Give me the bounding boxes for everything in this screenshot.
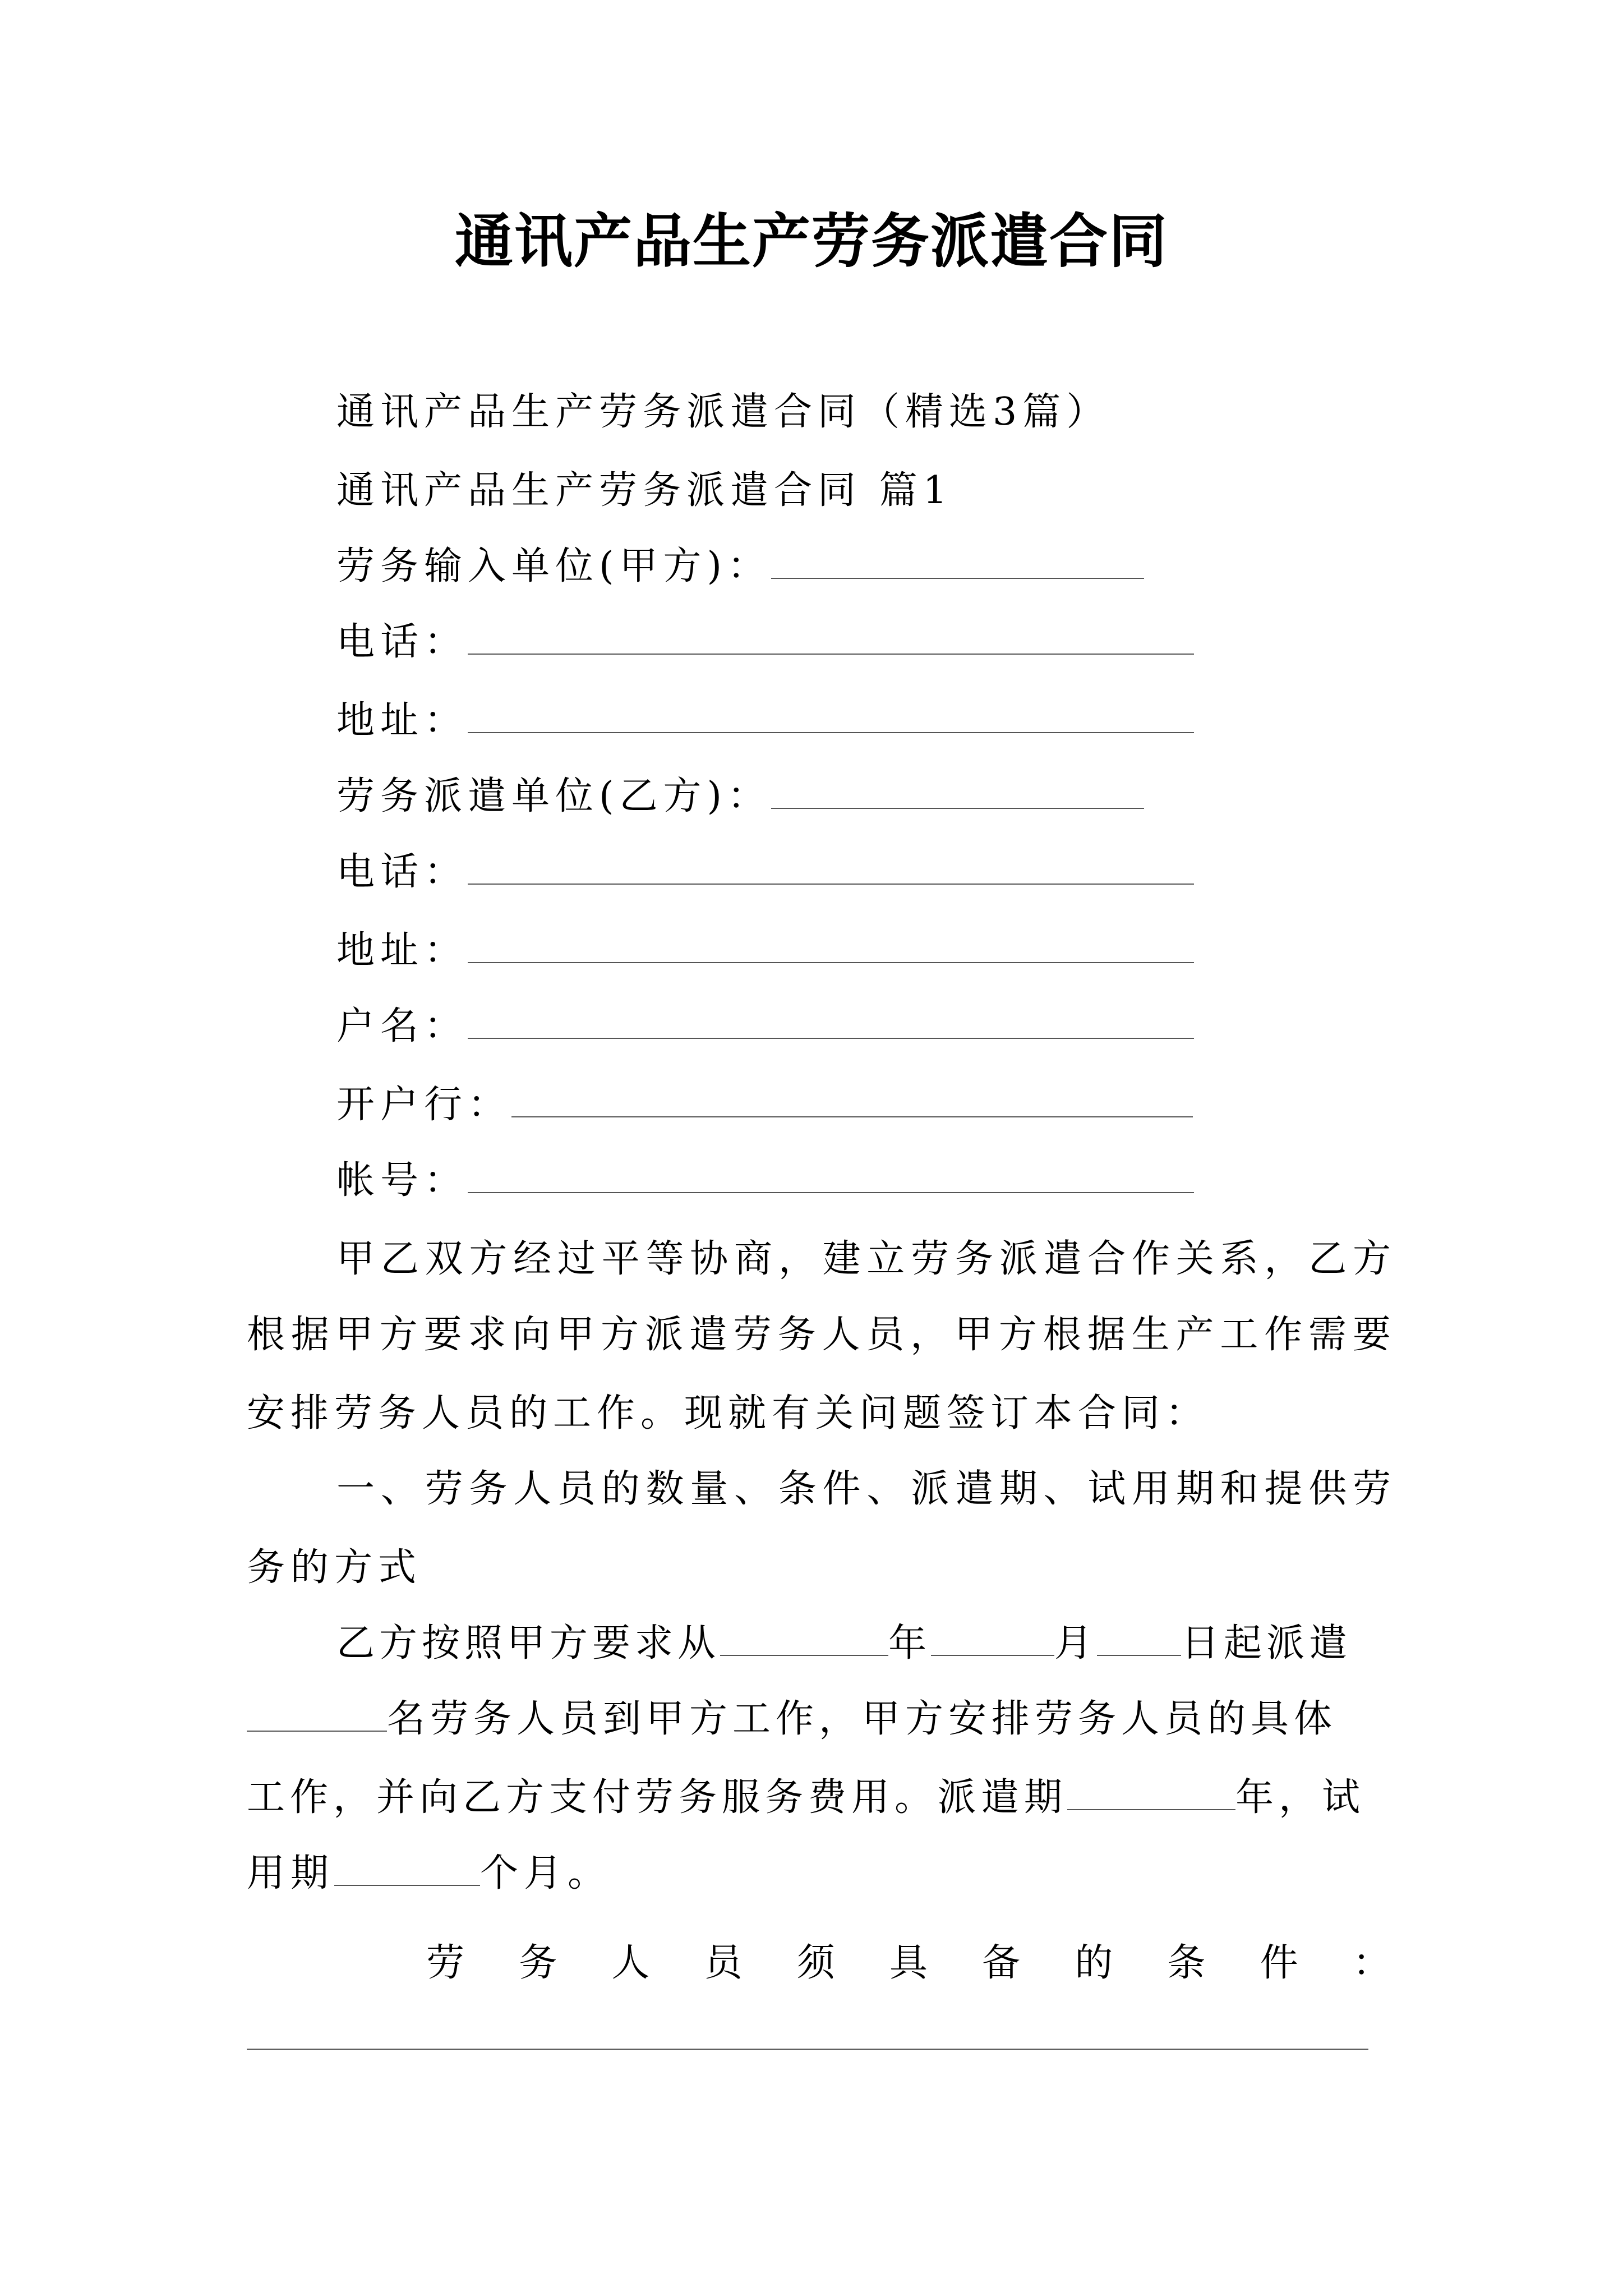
intro-line-1: 甲 乙 双 方 经 过 平 等 协 商 ， 建 立 劳 务 派 遣 合 作 关 系 ， 乙 方 xyxy=(336,1237,1391,1281)
party-a-address-blank xyxy=(468,703,1194,733)
conditions-char: 员 xyxy=(704,1941,743,1985)
intro-line-2: 根 据 甲 方 要 求 向 甲 方 派 遣 劳 务 人 员 ， 甲 方 根 据 生 产 工 作 需 要 xyxy=(247,1313,1391,1357)
start-month-blank xyxy=(931,1626,1054,1656)
party-a-phone-row xyxy=(336,617,1194,668)
conditions-char: 的 xyxy=(1075,1941,1113,1985)
account-name-blank xyxy=(468,1009,1194,1039)
conditions-char: 须 xyxy=(796,1941,835,1985)
paragraph1-line-2 xyxy=(247,1694,1337,1745)
account-name-label: 户名： xyxy=(336,1004,468,1048)
document-subtitle: 通讯产品生产劳务派遣合同（精选3篇） xyxy=(336,390,1110,434)
clause1-heading-line-1: 一 、 劳 务 人 员 的 数 量 、 条 件 、 派 遣 期 、 试 用 期 和 提 供 劳 xyxy=(336,1467,1391,1511)
account-name-row xyxy=(336,1001,1194,1052)
party-b-phone-row xyxy=(336,847,1194,898)
party-b-phone-label: 电话： xyxy=(336,850,468,894)
p1-text-e: 年，试 xyxy=(1235,1775,1366,1820)
account-no-blank xyxy=(468,1163,1194,1193)
p1-year-label: 年 xyxy=(888,1621,932,1665)
paragraph1-line-3 xyxy=(247,1773,1365,1823)
conditions-char: 具 xyxy=(889,1941,928,1985)
conditions-char: 备 xyxy=(982,1941,1021,1985)
paragraph1-line-4 xyxy=(247,1848,611,1899)
p1-text-d: 工作，并向乙方支付劳务服务费用。派遣期 xyxy=(247,1775,1068,1820)
party-a-phone-blank xyxy=(468,624,1194,655)
party-a-blank xyxy=(771,549,1144,579)
bank-label: 开户行： xyxy=(336,1083,512,1127)
conditions-char: 劳 xyxy=(426,1941,465,1985)
start-year-blank xyxy=(720,1626,888,1656)
party-a-address-row xyxy=(336,696,1194,746)
conditions-blank-line xyxy=(247,2049,1368,2050)
party-b-address-row xyxy=(336,926,1194,976)
party-a-label: 劳务输入单位(甲方)： xyxy=(336,544,772,588)
p1-text-f: 用期 xyxy=(247,1851,335,1895)
p1-text-c: 日起派遣 xyxy=(1181,1621,1352,1665)
start-day-blank xyxy=(1097,1626,1181,1656)
conditions-char: 务 xyxy=(519,1941,557,1985)
account-no-label: 帐号： xyxy=(336,1158,468,1203)
clause1-heading-line-2: 务的方式 xyxy=(247,1545,422,1590)
party-a-address-label: 地址： xyxy=(336,698,468,743)
party-b-phone-blank xyxy=(468,854,1194,885)
bank-row xyxy=(336,1080,1193,1130)
paragraph1-line-1 xyxy=(336,1618,1352,1669)
conditions-char: ： xyxy=(1352,1941,1391,1985)
document-title: 通讯产品生产劳务派遣合同 xyxy=(454,206,1168,275)
dispatch-period-blank xyxy=(1067,1780,1235,1810)
intro-line-3: 安排劳务人员的工作。现就有关问题签订本合同： xyxy=(247,1391,1210,1435)
party-a-row xyxy=(336,541,1144,592)
account-no-row xyxy=(336,1156,1194,1206)
probation-period-blank xyxy=(334,1856,480,1886)
conditions-char: 条 xyxy=(1167,1941,1206,1985)
conditions-char: 件 xyxy=(1260,1941,1298,1985)
party-b-label: 劳务派遣单位(乙方)： xyxy=(336,774,772,818)
bank-blank xyxy=(511,1087,1193,1117)
p1-text-a: 乙方按照甲方要求从 xyxy=(336,1621,721,1665)
party-b-row xyxy=(336,771,1144,822)
p1-month-label: 月 xyxy=(1054,1621,1098,1665)
conditions-char: 人 xyxy=(611,1941,650,1985)
party-a-phone-label: 电话： xyxy=(336,620,468,664)
conditions-heading xyxy=(426,1938,1391,1989)
p1-text-b: 名劳务人员到甲方工作，甲方安排劳务人员的具体 xyxy=(387,1697,1338,1741)
p1-text-g: 个月。 xyxy=(480,1851,612,1895)
party-b-address-label: 地址： xyxy=(336,928,468,973)
section-heading: 通讯产品生产劳务派遣合同 篇1 xyxy=(336,468,953,513)
worker-count-blank xyxy=(247,1701,387,1732)
party-b-blank xyxy=(771,779,1144,809)
party-b-address-blank xyxy=(468,933,1194,963)
